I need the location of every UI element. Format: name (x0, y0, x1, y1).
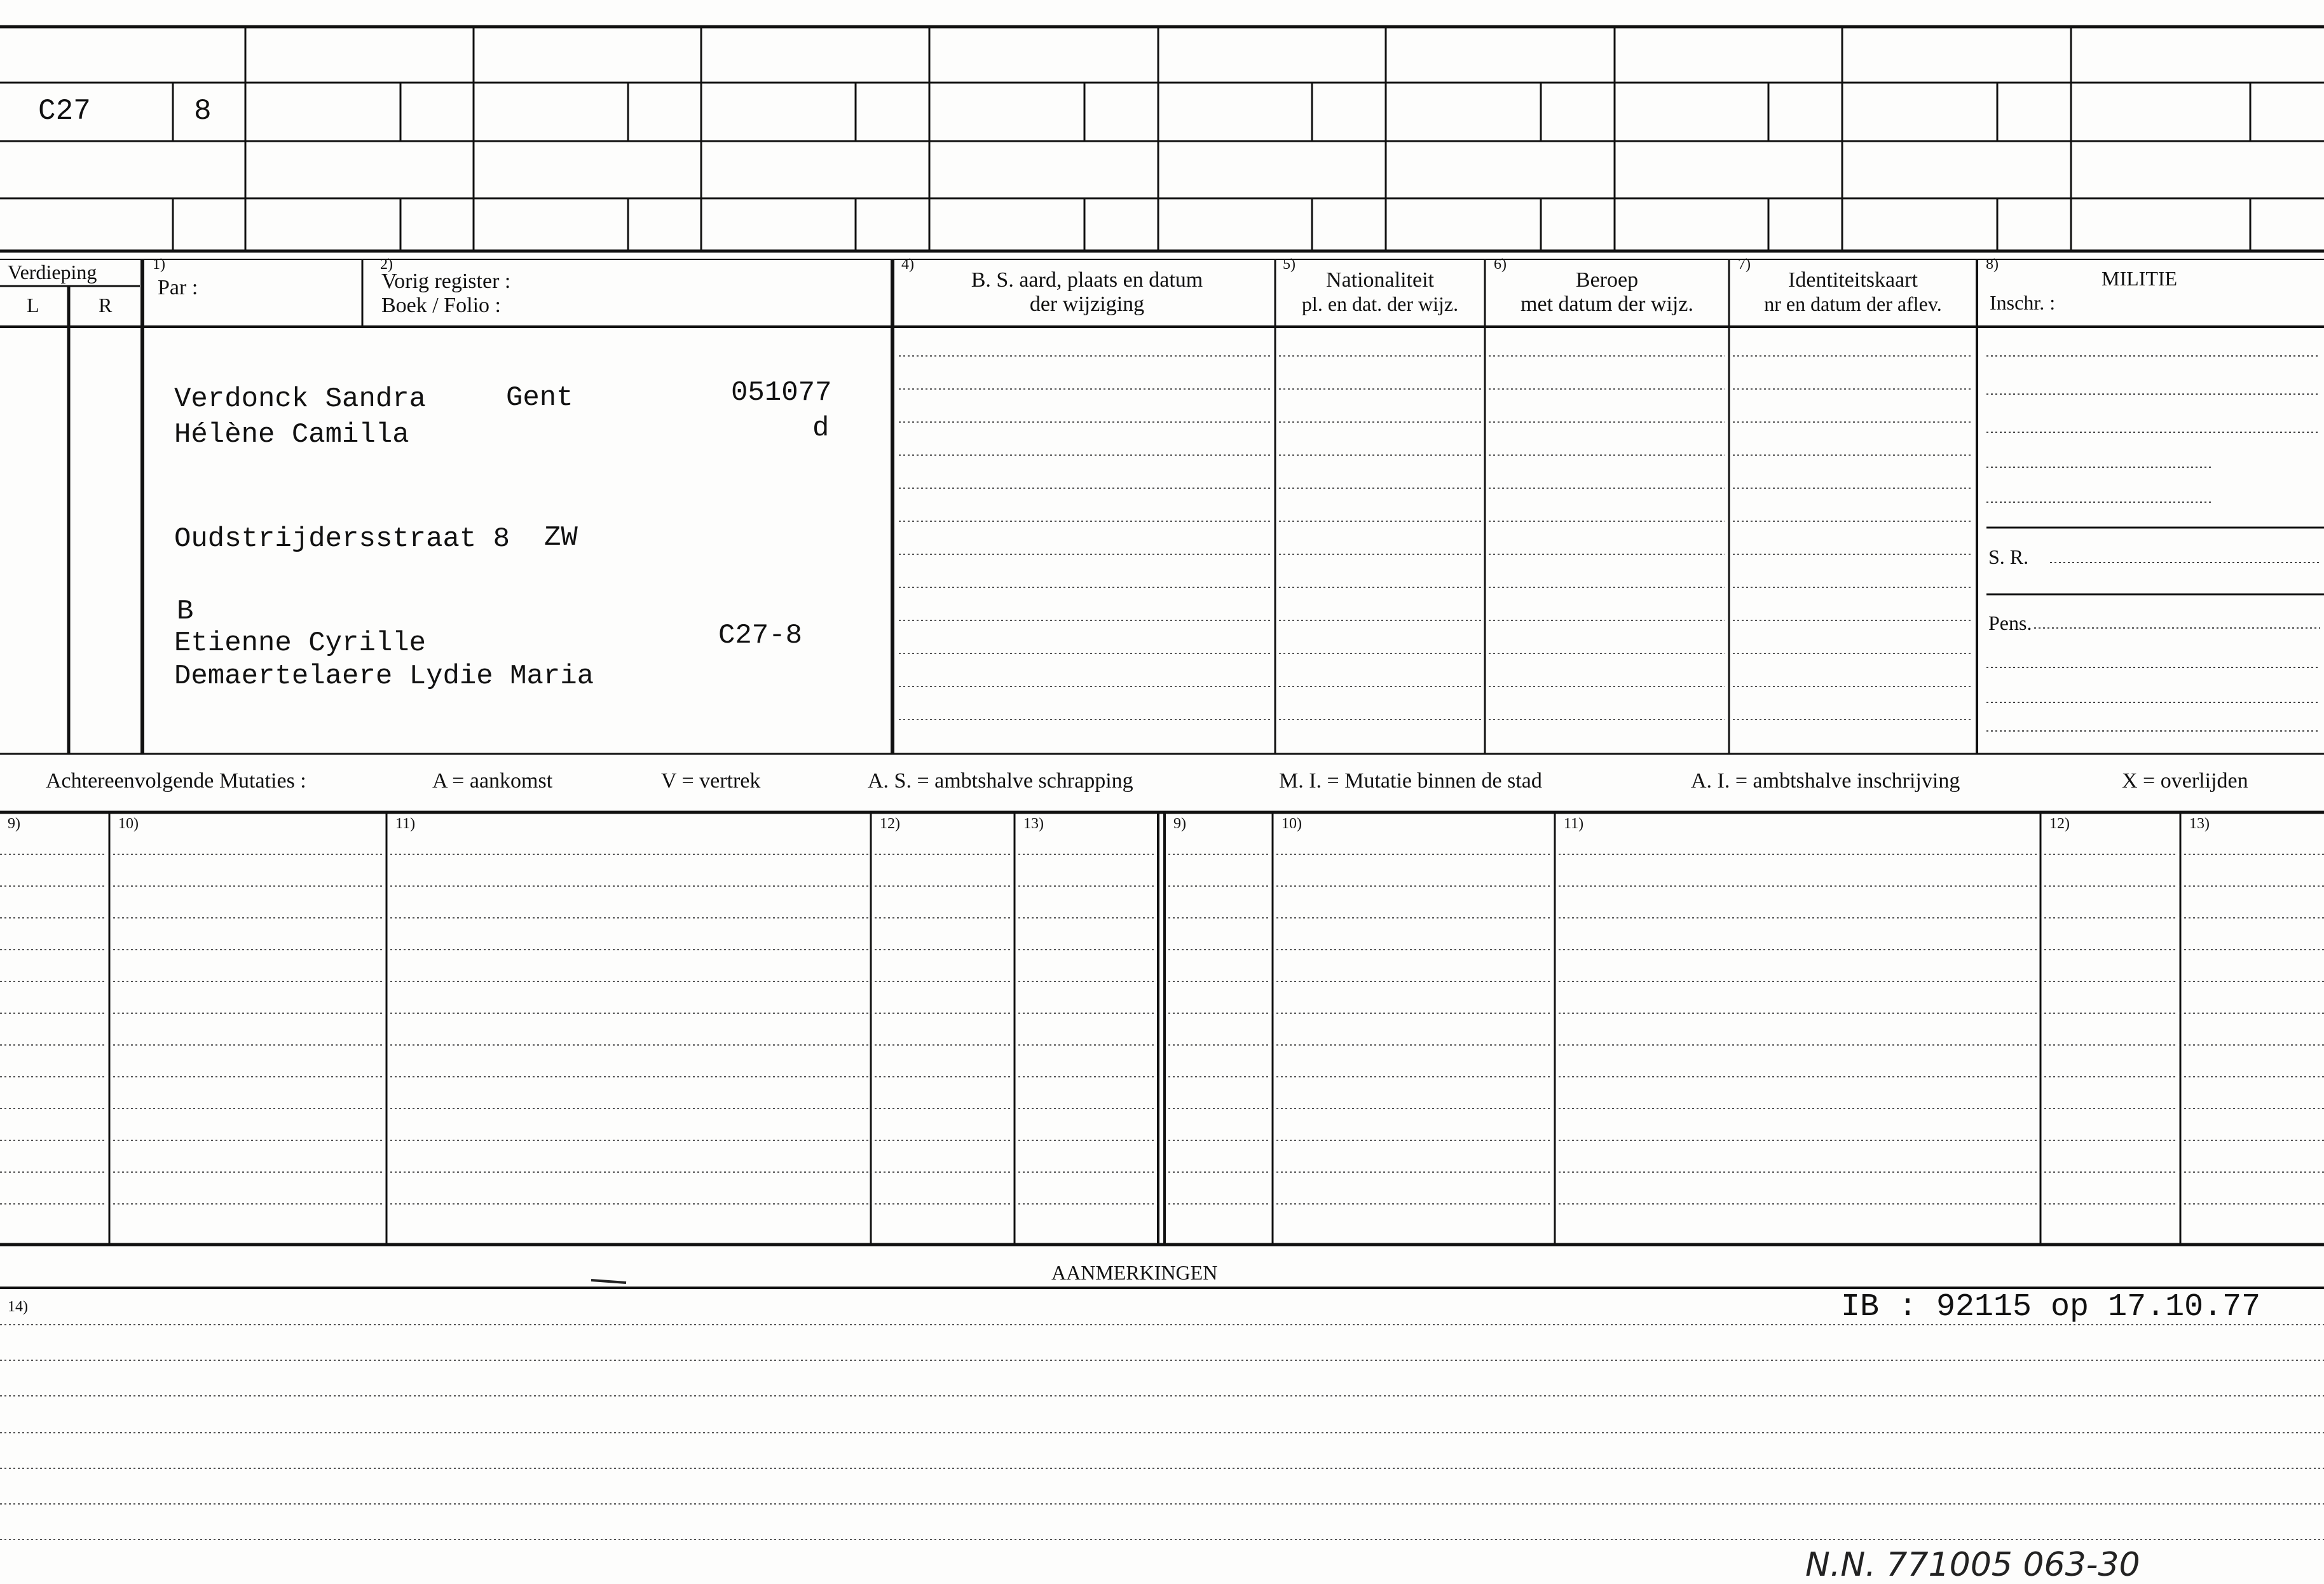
par-label: Par : (158, 276, 198, 299)
id-header-line2: nr en datum der aflev. (1764, 292, 1942, 315)
legend-as: A. S. = ambtshalve schrapping (868, 769, 1133, 793)
vorig-register-label: Vorig register : (381, 270, 511, 293)
mut-col-13a: 13) (1023, 816, 1044, 832)
mut-col-9a: 9) (8, 816, 20, 832)
person-middle-names: Hélène Camilla (174, 419, 409, 451)
legend-ai: A. I. = ambtshalve inschrijving (1691, 769, 1960, 793)
ib-entry: IB : 92115 op 17.10.77 (1841, 1289, 2261, 1325)
remarks-title: AANMERKINGEN (1051, 1261, 1218, 1284)
mut-col-11a: 11) (395, 816, 416, 832)
mut-col-11b: 11) (1564, 816, 1584, 832)
col-5-number: 5) (1283, 256, 1295, 273)
beroep-header-line2: met datum der wijz. (1521, 292, 1693, 316)
legend-v: V = vertrek (661, 769, 761, 793)
col-4-number: 4) (901, 256, 914, 273)
mut-col-13b: 13) (2189, 816, 2210, 832)
birthplace: Gent (506, 382, 573, 414)
verdieping-label: Verdieping (8, 261, 97, 283)
col-1-number: 1) (153, 256, 165, 273)
section-code: C27 (38, 95, 91, 128)
district: ZW (544, 522, 578, 554)
address: Oudstrijdersstraat 8 (174, 523, 510, 555)
sex-code: d (812, 413, 830, 444)
boek-folio-label: Boek / Folio : (381, 294, 501, 317)
national-number: N.N. 771005 063-30 (1805, 1546, 2140, 1584)
beroep-header-line1: Beroep (1575, 268, 1639, 292)
mut-col-10a: 10) (118, 816, 139, 832)
remarks-number: 14) (8, 1299, 28, 1315)
mut-col-12b: 12) (2049, 816, 2070, 832)
id-header-line1: Identiteitskaart (1788, 268, 1918, 292)
birthdate: 051077 (731, 377, 832, 409)
bs-header-line2: der wijziging (1029, 292, 1145, 316)
card-number: 8 (194, 95, 212, 128)
mut-col-9b: 9) (1173, 816, 1186, 832)
father-name: Etienne Cyrille (174, 627, 427, 659)
legend-a: A = aankomst (432, 769, 553, 793)
sr-label: S. R. (1988, 545, 2029, 568)
mother-name: Demaertelaere Lydie Maria (174, 660, 594, 692)
floor-r-label: R (99, 294, 113, 317)
legend-x: X = overlijden (2122, 769, 2248, 793)
col-2-number: 2) (380, 256, 393, 273)
militie-label: MILITIE (2102, 267, 2178, 290)
nat-header-line1: Nationaliteit (1326, 268, 1434, 292)
person-name: Verdonck Sandra (174, 383, 427, 415)
col-6-number: 6) (1494, 256, 1507, 273)
mut-col-10b: 10) (1282, 816, 1302, 832)
inschr-label: Inschr. : (1990, 291, 2056, 314)
mutations-title: Achtereenvolgende Mutaties : (46, 769, 306, 793)
floor-l-label: L (27, 294, 39, 317)
nat-header-line2: pl. en dat. der wijz. (1301, 292, 1459, 315)
pens-label: Pens. (1988, 611, 2032, 634)
status-code: B (177, 596, 194, 627)
col-8-number: 8) (1986, 256, 1999, 273)
col-7-number: 7) (1738, 256, 1751, 273)
legend-mi: M. I. = Mutatie binnen de stad (1279, 769, 1542, 793)
mut-col-12a: 12) (880, 816, 900, 832)
card-reference: C27-8 (718, 620, 803, 652)
bs-header-line1: B. S. aard, plaats en datum (971, 268, 1203, 292)
